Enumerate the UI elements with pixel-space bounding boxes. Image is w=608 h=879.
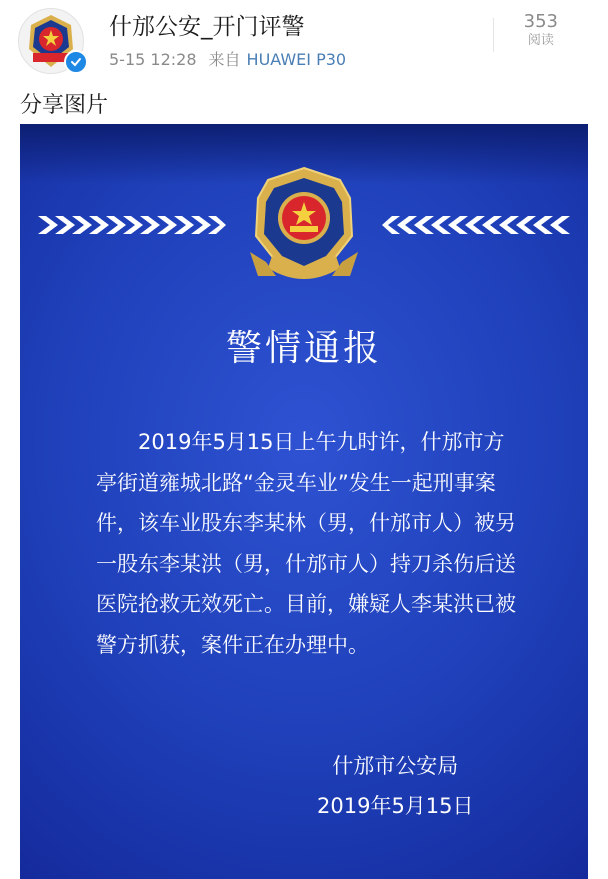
source-prefix: 来自 bbox=[208, 50, 241, 69]
divider bbox=[493, 18, 494, 52]
notice-body bbox=[96, 422, 516, 665]
author-name[interactable]: 什邡公安_开门评警 bbox=[109, 14, 305, 40]
post-meta bbox=[109, 47, 346, 70]
view-count bbox=[524, 12, 558, 50]
notice-issuer: 什邡市公安局 bbox=[332, 754, 459, 778]
police-notice-image[interactable] bbox=[20, 124, 588, 879]
chevrons-right-icon bbox=[38, 210, 226, 240]
chevrons-left-icon bbox=[382, 210, 570, 240]
notice-body-text: 2019年5月15日上午九时许，什邡市方亭街道雍城北路“金灵车业”发生一起刑事案件，该车业股东李某林（男，什邡市人）被另一股东李某洪（男，什邡市人）持刀杀伤后送医院抢救无效死亡。目前，嫌疑人李某洪已被警方抓获，案件正在办理中。 bbox=[96, 430, 516, 657]
view-count-label: 阅读 bbox=[527, 33, 554, 48]
verified-check-icon bbox=[64, 50, 88, 74]
police-badge-icon bbox=[242, 164, 366, 290]
source-device[interactable]: HUAWEI P30 bbox=[246, 50, 347, 69]
notice-date: 2019年5月15日 bbox=[317, 794, 474, 818]
post-text: 分享图片 bbox=[20, 93, 109, 118]
view-count-number: 353 bbox=[523, 11, 558, 32]
post-header bbox=[0, 0, 608, 80]
notice-title: 警情通报 bbox=[225, 328, 382, 369]
post-timestamp: 5-15 12:28 bbox=[109, 50, 197, 69]
notice-signature bbox=[317, 746, 474, 826]
